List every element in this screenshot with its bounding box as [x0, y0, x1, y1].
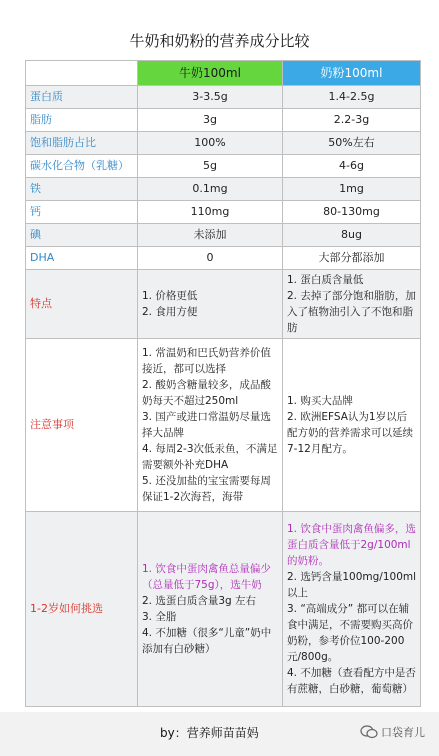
milk-value: 3g [138, 109, 283, 132]
milk-value: 3-3.5g [138, 86, 283, 109]
list-item: 2. 酸奶含糖量较多，成品酸奶每天不超过250ml [142, 379, 271, 407]
list-item: 4. 每周2-3次低汞鱼，不满足需要额外补充DHA [142, 443, 278, 471]
list-item: 3. 国产或进口常温奶尽量选择大品牌 [142, 411, 271, 439]
row-label: 铁 [26, 178, 138, 201]
list-item: 1. 购买大品牌 [287, 395, 353, 407]
milk-value: 未添加 [138, 224, 283, 247]
row-label: DHA [26, 247, 138, 270]
list-item: 5. 还没加盐的宝宝需要每周保证1-2次海苔，海带 [142, 475, 271, 503]
wechat-icon [360, 725, 378, 739]
powder-value: 4-6g [283, 155, 421, 178]
list-item: 3. 全脂 [142, 611, 177, 623]
list-item: 2. 食用方便 [142, 306, 198, 318]
header-row [26, 61, 421, 86]
row-label: 碘 [26, 224, 138, 247]
features-milk [138, 270, 283, 339]
milk-value: 110mg [138, 201, 283, 224]
list-item: 4. 不加糖（查看配方中是否有蔗糖，白砂糖，葡萄糖） [287, 667, 416, 695]
powder-value: 大部分都添加 [283, 247, 421, 270]
table-row [26, 109, 421, 132]
highlight-item: 1. 饮食中蛋肉禽鱼总量偏少（总量低于75g），选牛奶 [142, 563, 271, 591]
table-row [26, 178, 421, 201]
highlight-item: 1. 饮食中蛋肉禽鱼偏多，选蛋白质含量低于2g/100ml的奶粉。 [287, 523, 416, 567]
list-item: 4. 不加糖（很多“儿童”奶中添加有白砂糖） [142, 627, 272, 655]
list-item: 2. 欧洲EFSA认为1岁以后配方奶的营养需求可以延续7-12月配方。 [287, 411, 413, 455]
powder-value: 8ug [283, 224, 421, 247]
list-item: 3. “高端成分” 都可以在辅食中满足，不需要购买高价奶粉，参考价位100-200元/800g。 [287, 603, 413, 663]
milk-value: 100% [138, 132, 283, 155]
watermark-text: 口袋育儿 [381, 726, 425, 739]
powder-value: 80-130mg [283, 201, 421, 224]
features-label: 特点 [26, 270, 138, 339]
list-item: 1. 蛋白质含量低 [287, 274, 364, 286]
notes-label: 注意事项 [26, 339, 138, 512]
notes-milk [138, 339, 283, 512]
list-item: 1. 常温奶和巴氏奶营养价值接近，都可以选择 [142, 347, 271, 375]
row-label: 脂肪 [26, 109, 138, 132]
table-row [26, 155, 421, 178]
list-item: 2. 选蛋白质含量3g 左右 [142, 595, 257, 607]
choose-powder [283, 512, 421, 707]
list-item: 2. 去掉了部分饱和脂肪，加入了植物油引入了不饱和脂肪 [287, 290, 416, 334]
table-row [26, 247, 421, 270]
comparison-table [25, 60, 421, 707]
powder-value: 50%左右 [283, 132, 421, 155]
row-label: 蛋白质 [26, 86, 138, 109]
powder-value: 1mg [283, 178, 421, 201]
features-powder [283, 270, 421, 339]
milk-value: 5g [138, 155, 283, 178]
author-credit: by：营养师苗苗妈 [160, 726, 259, 740]
table-row [26, 86, 421, 109]
page-title: 牛奶和奶粉的营养成分比较 [129, 32, 310, 50]
powder-value: 2.2-3g [283, 109, 421, 132]
powder-value: 1.4-2.5g [283, 86, 421, 109]
notes-row [26, 339, 421, 512]
choose-row [26, 512, 421, 707]
notes-powder [283, 339, 421, 512]
milk-value: 0 [138, 247, 283, 270]
row-label: 钙 [26, 201, 138, 224]
header-blank [26, 61, 138, 86]
table-row [26, 132, 421, 155]
choose-milk [138, 512, 283, 707]
header-milk: 牛奶100ml [138, 61, 283, 86]
features-row [26, 270, 421, 339]
footer [0, 712, 439, 756]
choose-label: 1-2岁如何挑选 [26, 512, 138, 707]
list-item: 2. 选钙含量100mg/100ml以上 [287, 571, 417, 599]
list-item: 1. 价格更低 [142, 290, 198, 302]
row-label: 饱和脂肪占比 [26, 132, 138, 155]
watermark [360, 724, 425, 740]
header-powder: 奶粉100ml [283, 61, 421, 86]
row-label: 碳水化合物（乳糖） [26, 155, 138, 178]
milk-value: 0.1mg [138, 178, 283, 201]
table-row [26, 201, 421, 224]
table-row [26, 224, 421, 247]
